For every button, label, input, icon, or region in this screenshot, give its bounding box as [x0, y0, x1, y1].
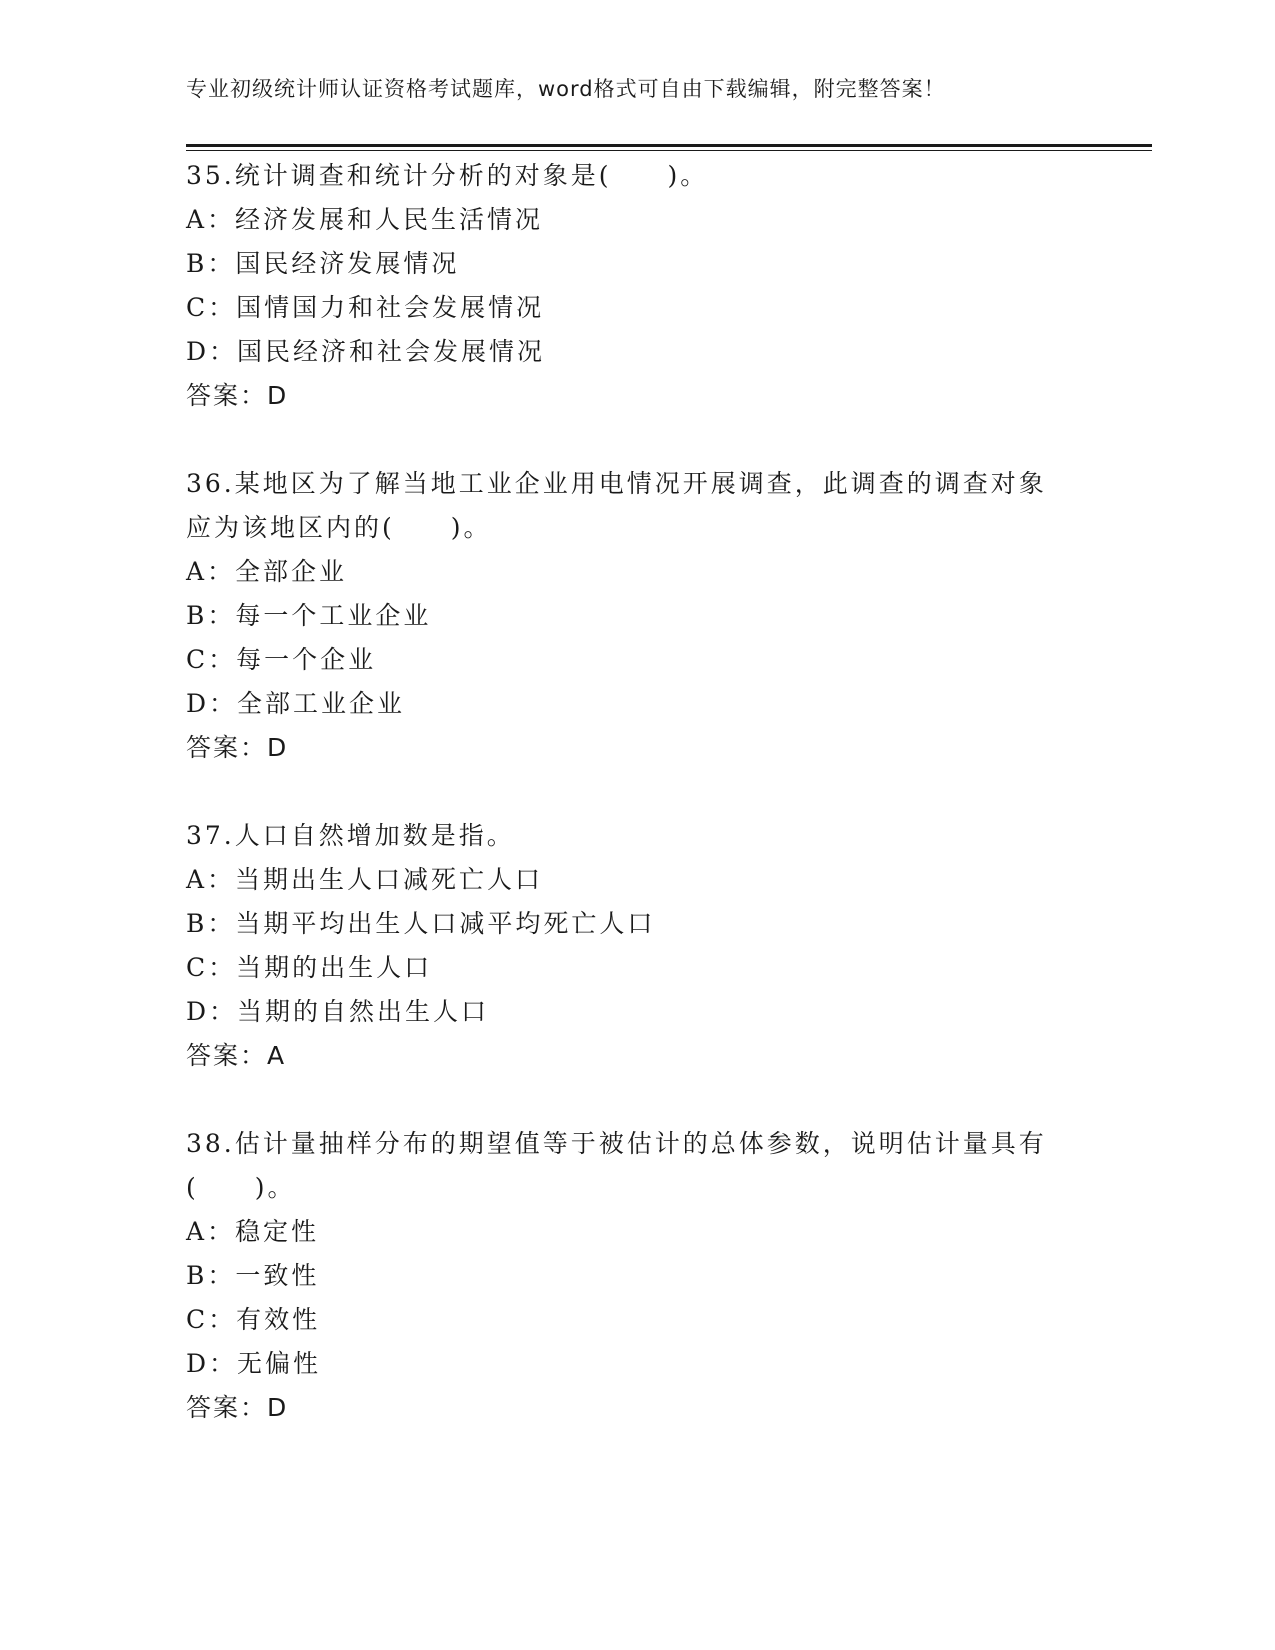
question-stem-continued: ( )。	[186, 1173, 296, 1202]
option-d: D：国民经济和社会发展情况	[186, 337, 546, 366]
option-a: A：当期出生人口减死亡人口	[186, 865, 544, 894]
answer: 答案：D	[186, 1393, 289, 1422]
option-b: B：国民经济发展情况	[186, 249, 460, 278]
option-d: D：无偏性	[186, 1349, 322, 1378]
option-c: C：当期的出生人口	[186, 953, 433, 982]
option-c: C：每一个企业	[186, 645, 377, 674]
header-rule-thick	[186, 144, 1152, 147]
answer: 答案：D	[186, 381, 289, 410]
answer: 答案：A	[186, 1041, 287, 1070]
question-stem: 35.统计调查和统计分析的对象是( )。	[186, 161, 709, 190]
page-header: 专业初级统计师认证资格考试题库，word格式可自由下载编辑，附完整答案！	[186, 77, 946, 101]
option-b: B：每一个工业企业	[186, 601, 432, 630]
option-d: D：当期的自然出生人口	[186, 997, 490, 1026]
question-stem: 36.某地区为了解当地工业企业用电情况开展调查，此调查的调查对象	[186, 469, 1047, 498]
option-a: A：稳定性	[186, 1217, 320, 1246]
option-a: A：经济发展和人民生活情况	[186, 205, 544, 234]
option-b: B：一致性	[186, 1261, 320, 1290]
option-b: B：当期平均出生人口减平均死亡人口	[186, 909, 656, 938]
option-a: A：全部企业	[186, 557, 348, 586]
option-c: C：有效性	[186, 1305, 321, 1334]
answer: 答案：D	[186, 733, 289, 762]
header-rule-thin	[186, 150, 1152, 151]
option-c: C：国情国力和社会发展情况	[186, 293, 545, 322]
option-d: D：全部工业企业	[186, 689, 406, 718]
question-stem-continued: 应为该地区内的( )。	[186, 513, 492, 542]
question-stem: 37.人口自然增加数是指。	[186, 821, 515, 850]
question-stem: 38.估计量抽样分布的期望值等于被估计的总体参数，说明估计量具有	[186, 1129, 1047, 1158]
